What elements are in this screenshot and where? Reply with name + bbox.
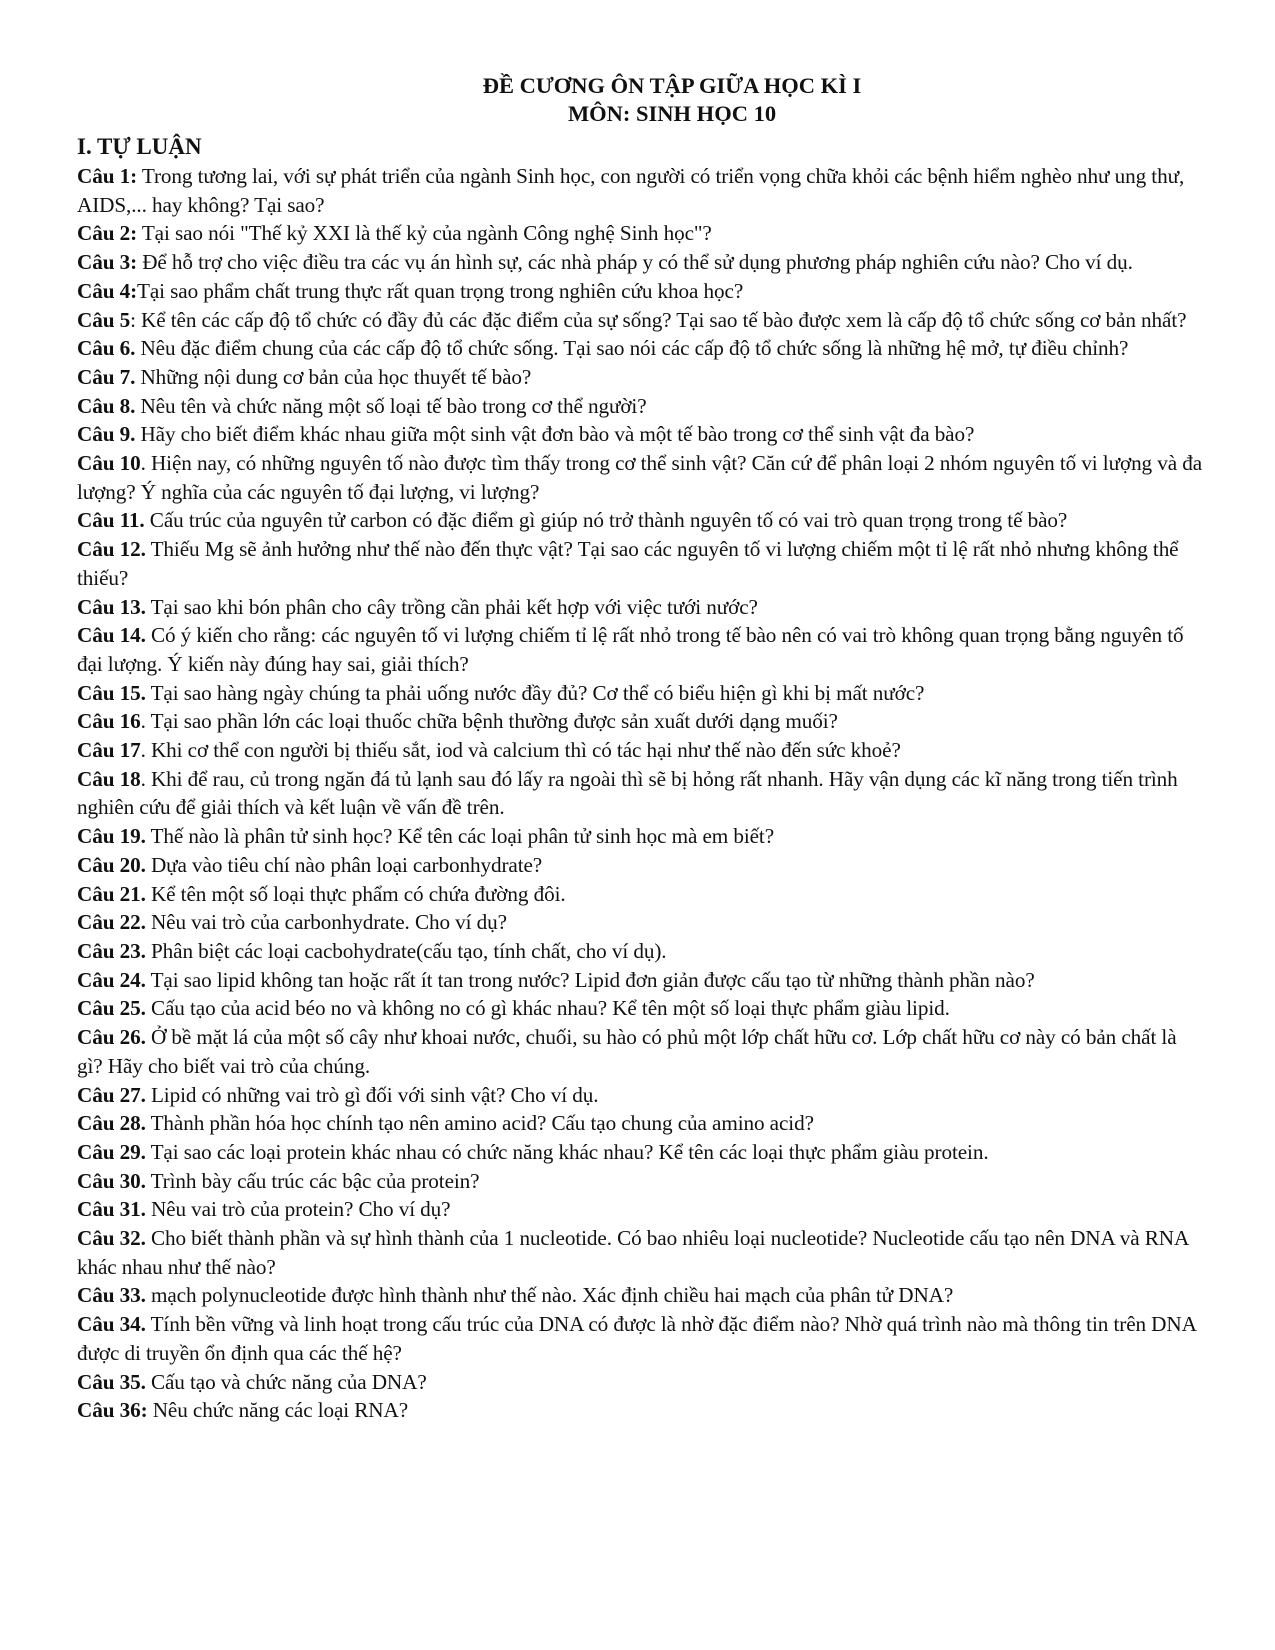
question-item: [77, 908, 1207, 937]
question-text: Tại sao nói "Thế kỷ XXI là thế kỷ của ngành Công nghệ Sinh học"?: [137, 221, 712, 246]
question-label: Câu 28.: [77, 1111, 146, 1136]
question-label: Câu 1:: [77, 164, 138, 188]
question-label: Câu 3:: [77, 250, 138, 275]
question-label: Câu 5: [77, 307, 131, 332]
question-label: Câu 17: [77, 738, 141, 763]
question-item: [77, 1368, 1207, 1397]
question-text: Tại sao phẩm chất trung thực rất quan trọng trong nghiên cứu khoa học?: [137, 278, 744, 303]
question-label: Câu 32.: [77, 1226, 146, 1251]
question-text: . Khi để rau, củ trong ngăn đá tủ lạnh sau đó lấy ra ngoài thì sẽ bị hỏng rất nhanh. Hãy vận dụng các kĩ năng trong tiến trình nghiên cứu để giải thích và kết luận về vấn đề trên.: [77, 766, 1178, 820]
question-text: Để hỗ trợ cho việc điều tra các vụ án hình sự, các nhà pháp y có thể sử dụng phương pháp nghiên cứu nào? Cho ví dụ.: [137, 250, 1133, 275]
question-item: [77, 506, 1207, 535]
question-text: Trong tương lai, với sự phát triển của ngành Sinh học, con người có triển vọng chữa khỏi các bệnh hiểm nghèo như ung thư, AIDS,... hay không? Tại sao?: [77, 164, 1185, 217]
question-text: Cấu tạo và chức năng của DNA?: [145, 1369, 427, 1394]
question-label: Câu 35.: [77, 1369, 146, 1394]
question-item: [77, 937, 1207, 966]
question-text: Ở bề mặt lá của một số cây như khoai nước, chuối, su hào có phủ một lớp chất hữu cơ. Lớp chất hữu cơ này có bản chất là gì? Hãy cho biết vai trò của chúng.: [77, 1025, 1177, 1078]
question-item: [77, 994, 1207, 1023]
question-list: [77, 162, 1207, 1425]
question-text: Nêu vai trò của carbonhydrate. Cho ví dụ?: [145, 910, 507, 935]
question-item: [77, 363, 1207, 392]
question-item: [77, 1081, 1207, 1110]
document-title: ĐỀ CƯƠNG ÔN TẬP GIỮA HỌC KÌ I: [482, 73, 862, 98]
question-label: Câu 29.: [77, 1139, 146, 1164]
question-item: [77, 334, 1207, 363]
question-text: Nêu tên và chức năng một số loại tế bào trong cơ thể người?: [135, 393, 647, 418]
question-label: Câu 34.: [77, 1312, 146, 1337]
document-page: [77, 72, 1207, 1425]
question-text: . Khi cơ thể con người bị thiếu sắt, iod và calcium thì có tác hại như thế nào đến sức khoẻ?: [140, 738, 901, 763]
question-label: Câu 21.: [77, 881, 146, 906]
question-label: Câu 13.: [77, 594, 146, 619]
question-text: Nêu chức năng các loại RNA?: [147, 1398, 409, 1423]
question-item: [77, 880, 1207, 909]
question-item: [77, 277, 1207, 306]
question-item: [77, 765, 1207, 822]
question-text: : Kể tên các cấp độ tổ chức có đầy đủ các đặc điểm của sự sống? Tại sao tế bào được xem là cấp độ tổ chức sống cơ bản nhất?: [130, 307, 1187, 332]
question-label: Câu 8.: [77, 393, 136, 418]
question-item: [77, 219, 1207, 248]
question-label: Câu 18: [77, 766, 141, 791]
question-label: Câu 10: [77, 451, 141, 476]
question-text: . Hiện nay, có những nguyên tố nào được tìm thấy trong cơ thể sinh vật? Căn cứ để phân loại 2 nhóm nguyên tố vi lượng và đa lượng? Ý nghĩa của các nguyên tố đại lượng, vi lượng?: [77, 451, 1203, 504]
question-label: Câu 19.: [77, 824, 146, 849]
question-label: Câu 12.: [77, 537, 146, 562]
question-label: Câu 4:: [77, 278, 138, 303]
question-text: Cấu tạo của acid béo no và không no có gì khác nhau? Kể tên một số loại thực phẩm giàu lipid.: [145, 996, 950, 1021]
question-text: Tại sao khi bón phân cho cây trồng cần phải kết hợp với việc tưới nước?: [145, 594, 758, 619]
question-text: Hãy cho biết điểm khác nhau giữa một sinh vật đơn bào và một tế bào trong cơ thể sinh vật đa bào?: [135, 422, 975, 447]
question-label: Câu 6.: [77, 336, 136, 361]
question-text: Thế nào là phân tử sinh học? Kể tên các loại phân tử sinh học mà em biết?: [145, 824, 775, 849]
question-item: [77, 707, 1207, 736]
question-label: Câu 2:: [77, 221, 138, 246]
question-item: [77, 736, 1207, 765]
section-heading: I. TỰ LUẬN: [77, 134, 202, 159]
question-text: Cấu trúc của nguyên tử carbon có đặc điểm gì giúp nó trở thành nguyên tố có vai trò quan trọng trong tế bào?: [144, 508, 1068, 533]
question-text: Thành phần hóa học chính tạo nên amino acid? Cấu tạo chung của amino acid?: [145, 1111, 814, 1136]
question-item: [77, 851, 1207, 880]
question-text: Tại sao lipid không tan hoặc rất ít tan trong nước? Lipid đơn giản được cấu tạo từ những thành phần nào?: [145, 967, 1035, 992]
question-label: Câu 24.: [77, 967, 146, 992]
question-item: [77, 679, 1207, 708]
question-item: [77, 1310, 1207, 1367]
question-item: [77, 1109, 1207, 1138]
question-item: [77, 420, 1207, 449]
question-item: [77, 306, 1207, 335]
question-label: Câu 7.: [77, 364, 136, 389]
question-item: [77, 593, 1207, 622]
question-label: Câu 22.: [77, 910, 146, 935]
question-item: [77, 1167, 1207, 1196]
question-item: [77, 1138, 1207, 1167]
question-label: Câu 33.: [77, 1283, 146, 1308]
question-label: Câu 36:: [77, 1398, 148, 1423]
question-text: Trình bày cấu trúc các bậc của protein?: [145, 1168, 480, 1193]
question-item: [77, 621, 1207, 678]
question-label: Câu 30.: [77, 1168, 146, 1193]
question-item: [77, 392, 1207, 421]
question-item: [77, 1281, 1207, 1310]
question-label: Câu 23.: [77, 938, 146, 963]
question-text: Những nội dung cơ bản của học thuyết tế bào?: [135, 364, 532, 389]
question-text: Thiếu Mg sẽ ảnh hưởng như thế nào đến thực vật? Tại sao các nguyên tố vi lượng chiếm một tỉ lệ rất nhỏ nhưng không thể thiếu?: [77, 537, 1179, 590]
question-label: Câu 27.: [77, 1082, 146, 1107]
question-text: Tại sao hàng ngày chúng ta phải uống nước đầy đủ? Cơ thể có biểu hiện gì khi bị mất nước?: [145, 680, 925, 705]
question-label: Câu 11.: [77, 508, 145, 533]
question-item: [77, 966, 1207, 995]
question-item: [77, 822, 1207, 851]
question-label: Câu 20.: [77, 852, 146, 877]
question-text: Tại sao các loại protein khác nhau có chức năng khác nhau? Kể tên các loại thực phẩm giàu protein.: [145, 1139, 989, 1164]
question-text: Nêu vai trò của protein? Cho ví dụ?: [145, 1197, 451, 1222]
question-item: [77, 1224, 1207, 1281]
question-text: Phân biệt các loại cacbohydrate(cấu tạo, tính chất, cho ví dụ).: [145, 938, 667, 963]
question-text: Nêu đặc điểm chung của các cấp độ tổ chức sống. Tại sao nói các cấp độ tổ chức sống là những hệ mở, tự điều chỉnh?: [135, 336, 1129, 361]
question-label: Câu 26.: [77, 1025, 146, 1050]
question-item: [77, 449, 1207, 506]
question-label: Câu 9.: [77, 422, 136, 447]
question-text: Tính bền vững và linh hoạt trong cấu trúc của DNA có được là nhờ đặc điểm nào? Nhờ quá trình nào mà thông tin trên DNA được di truyền ổn định qua các thế hệ?: [77, 1312, 1196, 1365]
question-text: mạch polynucleotide được hình thành như thế nào. Xác định chiều hai mạch của phân tử DNA?: [145, 1283, 954, 1308]
question-label: Câu 15.: [77, 680, 146, 705]
question-item: [77, 1396, 1207, 1425]
question-text: Lipid có những vai trò gì đối với sinh vật? Cho ví dụ.: [145, 1082, 599, 1107]
question-label: Câu 16: [77, 709, 141, 734]
question-item: [77, 162, 1207, 219]
question-item: [77, 535, 1207, 592]
question-label: Câu 25.: [77, 996, 146, 1021]
question-text: Có ý kiến cho rằng: các nguyên tố vi lượng chiếm tỉ lệ rất nhỏ trong tế bào nên có vai trò không quan trọng bằng nguyên tố đại lượng. Ý kiến này đúng hay sai, giải thích?: [77, 623, 1184, 676]
question-text: Cho biết thành phần và sự hình thành của 1 nucleotide. Có bao nhiêu loại nucleotide? Nucleotide cấu tạo nên DNA và RNA khác nhau như thế nào?: [77, 1226, 1188, 1279]
question-text: Dựa vào tiêu chí nào phân loại carbonhydrate?: [145, 852, 543, 877]
question-label: Câu 31.: [77, 1197, 146, 1222]
question-item: [77, 248, 1207, 277]
question-item: [77, 1023, 1207, 1080]
question-text: . Tại sao phần lớn các loại thuốc chữa bệnh thường được sản xuất dưới dạng muối?: [140, 709, 838, 734]
document-subtitle: MÔN: SINH HỌC 10: [567, 101, 777, 126]
question-label: Câu 14.: [77, 623, 146, 648]
question-item: [77, 1195, 1207, 1224]
question-text: Kể tên một số loại thực phẩm có chứa đường đôi.: [145, 881, 566, 906]
